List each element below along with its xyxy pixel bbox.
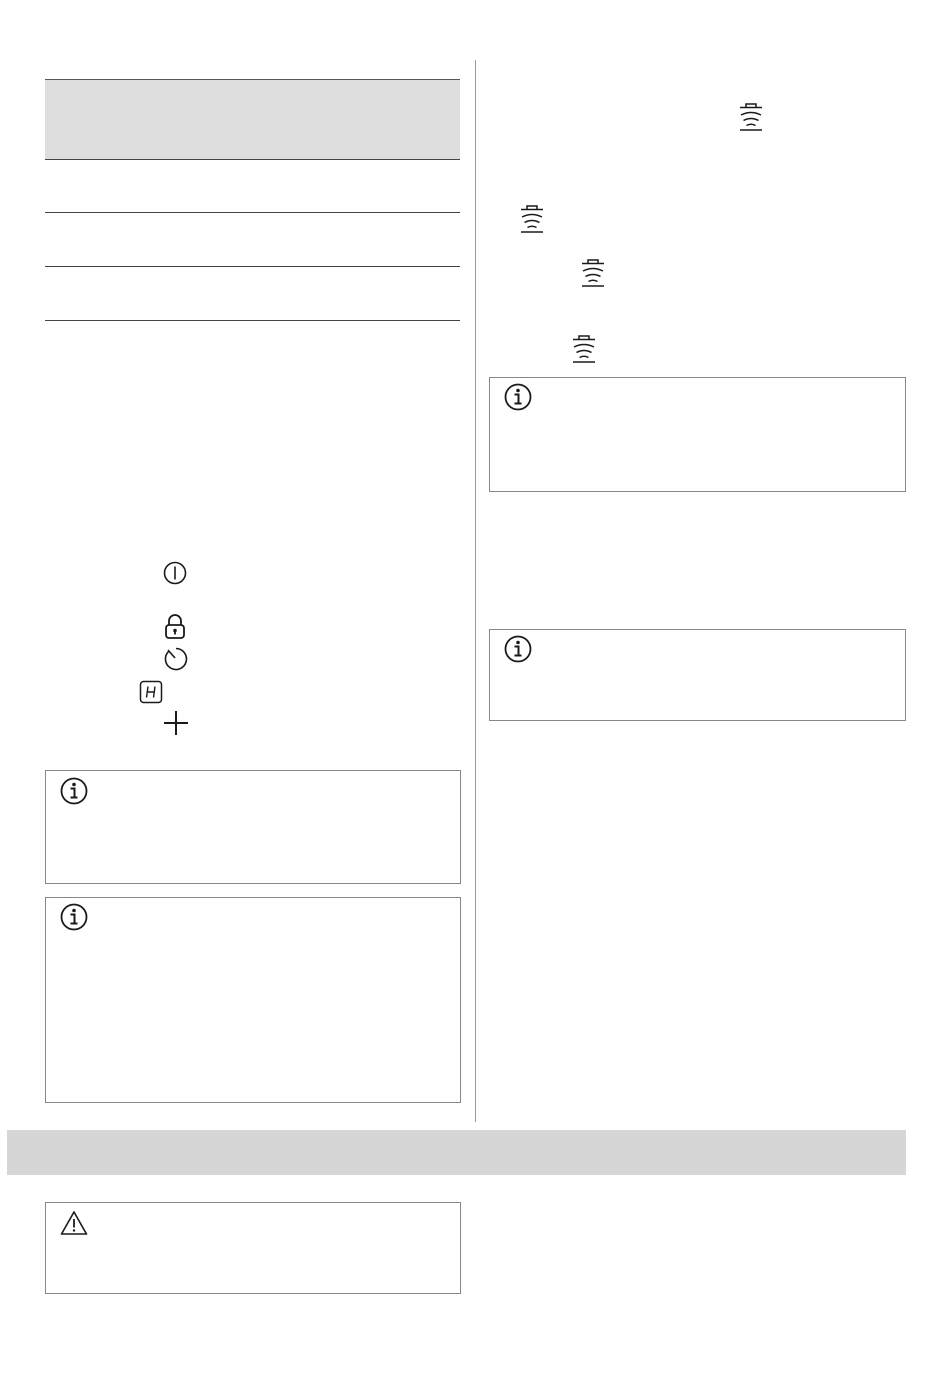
info-note-box [489,377,906,492]
info-icon [503,382,533,412]
table-row-divider [45,212,460,213]
table-row-divider [45,266,460,267]
hood-hob2hood-icon [570,333,598,365]
info-icon [503,634,533,664]
power-icon [162,560,188,586]
info-note-box [45,770,461,884]
table-header-row [45,79,460,160]
hood-hob2hood-icon [518,203,546,235]
warning-note-box [45,1202,461,1294]
info-icon [59,776,89,806]
hood-hob2hood-icon [579,257,607,289]
column-divider [475,60,476,1122]
warning-triangle-icon [59,1209,89,1237]
info-note-box [45,897,461,1103]
lock-icon [162,613,188,641]
info-note-box [489,629,906,721]
info-icon [59,902,89,932]
section-header-band [7,1130,906,1175]
h-box-icon [139,680,163,704]
plus-icon [162,709,190,737]
hood-hob2hood-icon [737,101,765,133]
table-row-divider [45,159,460,160]
timer-icon [162,645,190,673]
table-row-divider [45,320,460,321]
